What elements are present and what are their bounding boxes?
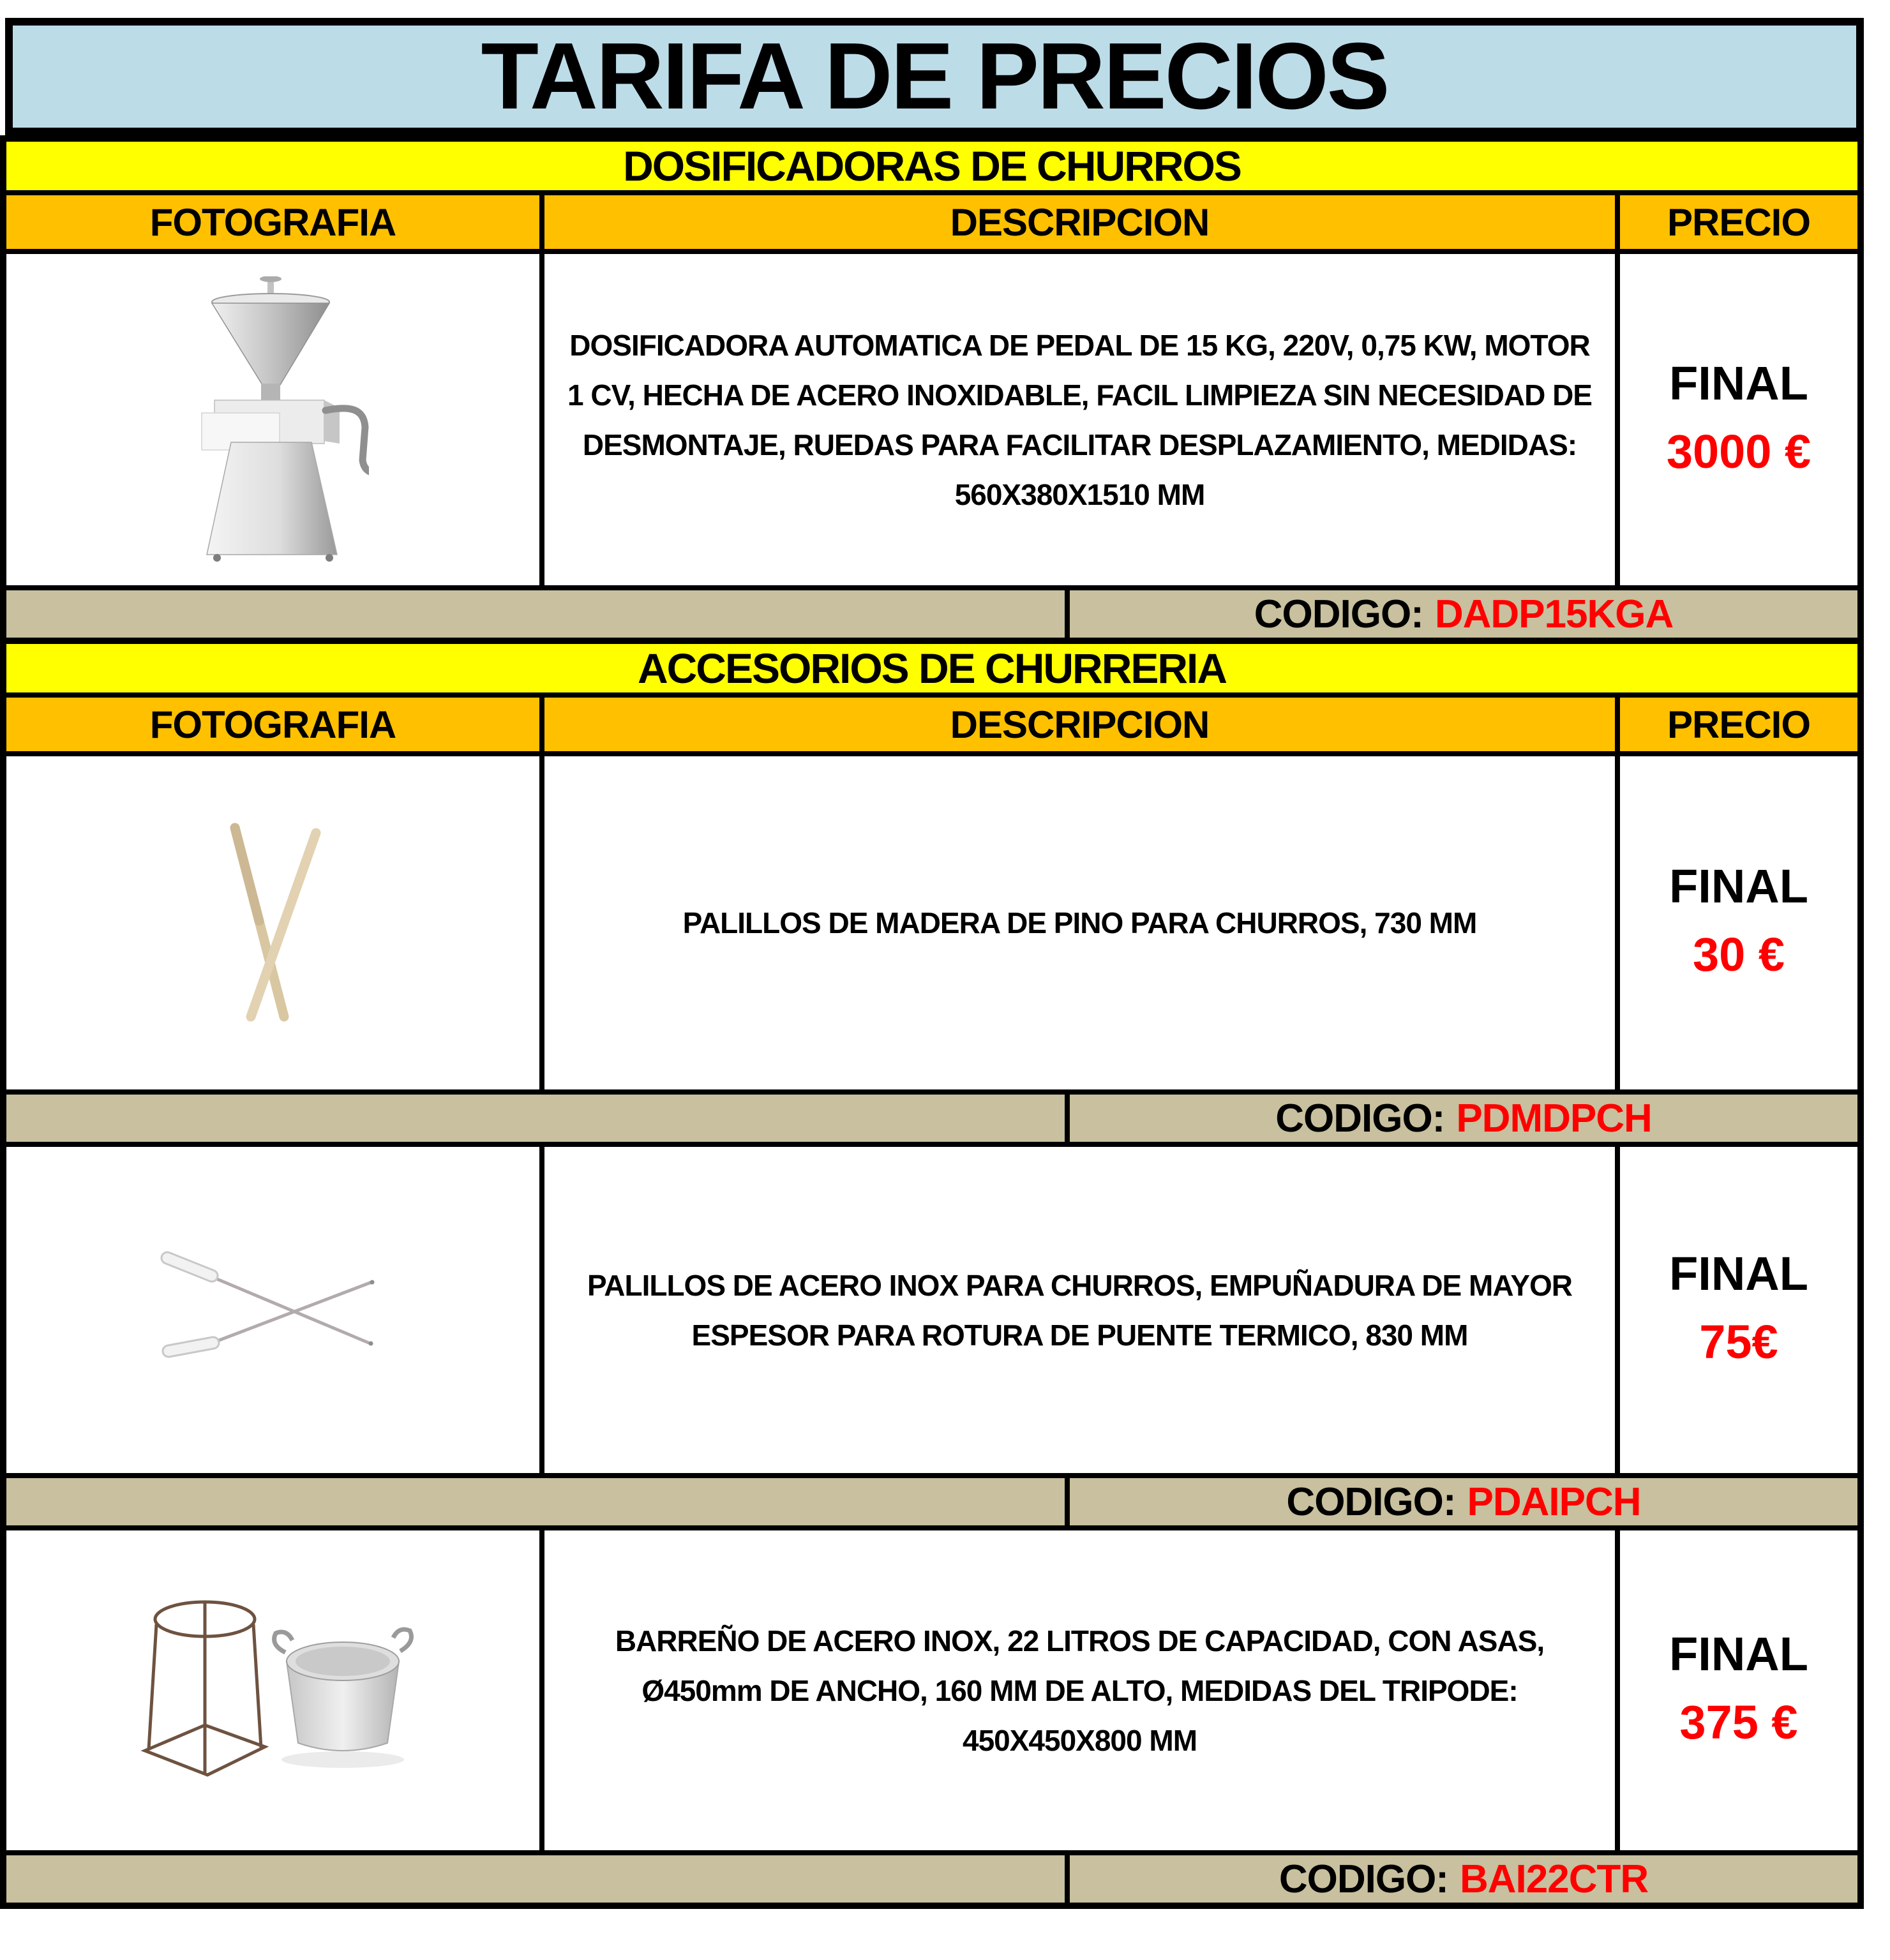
product-description: DOSIFICADORA AUTOMATICA DE PEDAL DE 15 KG, 220V, 0,75 KW, MOTOR 1 CV, HECHA DE ACERO INOXIDABLE, FACIL LIMPIEZA SIN NECESIDAD DE DESMONTAJE, RUEDAS PARA FACILITAR DESPLAZAMIENTO, MEDIDAS: 560X380X1510 MM bbox=[544, 254, 1620, 585]
column-header-precio: PRECIO bbox=[1667, 200, 1811, 244]
page-title: TARIFA DE PRECIOS bbox=[481, 24, 1388, 129]
code-label: CODIGO: bbox=[1286, 1479, 1456, 1524]
steel-sticks-image bbox=[152, 1240, 394, 1380]
price-value: 75€ bbox=[1699, 1315, 1778, 1368]
code-row bbox=[6, 1850, 1857, 1903]
product-price-cell bbox=[1620, 1530, 1857, 1850]
column-header-row bbox=[6, 692, 1857, 751]
product-photo-cell bbox=[6, 1147, 544, 1473]
table-row bbox=[6, 751, 1857, 1089]
column-header-fotografia: FOTOGRAFIA bbox=[6, 195, 544, 249]
code-row-empty-cell bbox=[6, 1478, 1070, 1525]
price-final-label: FINAL bbox=[1669, 356, 1808, 410]
section-heading-text: DOSIFICADORAS DE CHURROS bbox=[623, 142, 1241, 190]
product-description: BARREÑO DE ACERO INOX, 22 LITROS DE CAPACIDAD, CON ASAS, Ø450mm DE ANCHO, 160 MM DE ALTO, MEDIDAS DEL TRIPODE: 450X450X800 MM bbox=[544, 1530, 1620, 1850]
code-row bbox=[6, 585, 1857, 638]
section-heading-dosificadoras bbox=[6, 135, 1857, 190]
column-header-fotografia: FOTOGRAFIA bbox=[6, 698, 544, 751]
section-heading-accesorios bbox=[6, 638, 1857, 692]
product-price-cell bbox=[1620, 756, 1857, 1089]
code-value: PDAIPCH bbox=[1467, 1479, 1641, 1524]
code-label: CODIGO: bbox=[1279, 1857, 1448, 1901]
code-label: CODIGO: bbox=[1254, 592, 1423, 636]
tripod-and-basin-image bbox=[130, 1589, 417, 1793]
dosificadora-machine-image bbox=[177, 276, 369, 564]
product-photo-cell bbox=[6, 254, 544, 585]
column-header-row bbox=[6, 190, 1857, 249]
product-photo-cell bbox=[6, 756, 544, 1089]
column-header-descripcion: DESCRIPCION bbox=[544, 195, 1620, 249]
title-bar bbox=[5, 18, 1864, 135]
code-row bbox=[6, 1089, 1857, 1142]
code-value: BAI22CTR bbox=[1459, 1857, 1649, 1901]
code-row bbox=[6, 1473, 1857, 1525]
product-price-cell bbox=[1620, 254, 1857, 585]
price-value: 30 € bbox=[1692, 928, 1785, 981]
price-final-label: FINAL bbox=[1669, 1627, 1808, 1680]
table-row bbox=[6, 1142, 1857, 1473]
section-heading-text: ACCESORIOS DE CHURRERIA bbox=[637, 645, 1227, 692]
product-description: PALILLOS DE ACERO INOX PARA CHURROS, EMPUÑADURA DE MAYOR ESPESOR PARA ROTURA DE PUENTE TERMICO, 830 MM bbox=[544, 1147, 1620, 1473]
code-cell bbox=[1070, 590, 1857, 638]
price-tables bbox=[0, 135, 1864, 1909]
price-final-label: FINAL bbox=[1669, 860, 1808, 913]
table-row bbox=[6, 249, 1857, 585]
code-cell bbox=[1070, 1855, 1857, 1903]
product-photo-cell bbox=[6, 1530, 544, 1850]
wooden-sticks-image bbox=[174, 818, 372, 1028]
code-row-empty-cell bbox=[6, 1095, 1070, 1142]
product-description: PALILLOS DE MADERA DE PINO PARA CHURROS, 730 MM bbox=[544, 756, 1620, 1089]
price-final-label: FINAL bbox=[1669, 1246, 1808, 1300]
code-cell bbox=[1070, 1478, 1857, 1525]
price-value: 375 € bbox=[1679, 1695, 1798, 1749]
product-price-cell bbox=[1620, 1147, 1857, 1473]
code-value: DADP15KGA bbox=[1434, 592, 1674, 636]
code-row-empty-cell bbox=[6, 590, 1070, 638]
code-label: CODIGO: bbox=[1275, 1096, 1445, 1141]
column-header-precio: PRECIO bbox=[1667, 703, 1811, 746]
price-value: 3000 € bbox=[1666, 424, 1811, 478]
table-row bbox=[6, 1525, 1857, 1850]
column-header-descripcion: DESCRIPCION bbox=[544, 698, 1620, 751]
code-value: PDMDPCH bbox=[1456, 1096, 1652, 1141]
code-cell bbox=[1070, 1095, 1857, 1142]
code-row-empty-cell bbox=[6, 1855, 1070, 1903]
